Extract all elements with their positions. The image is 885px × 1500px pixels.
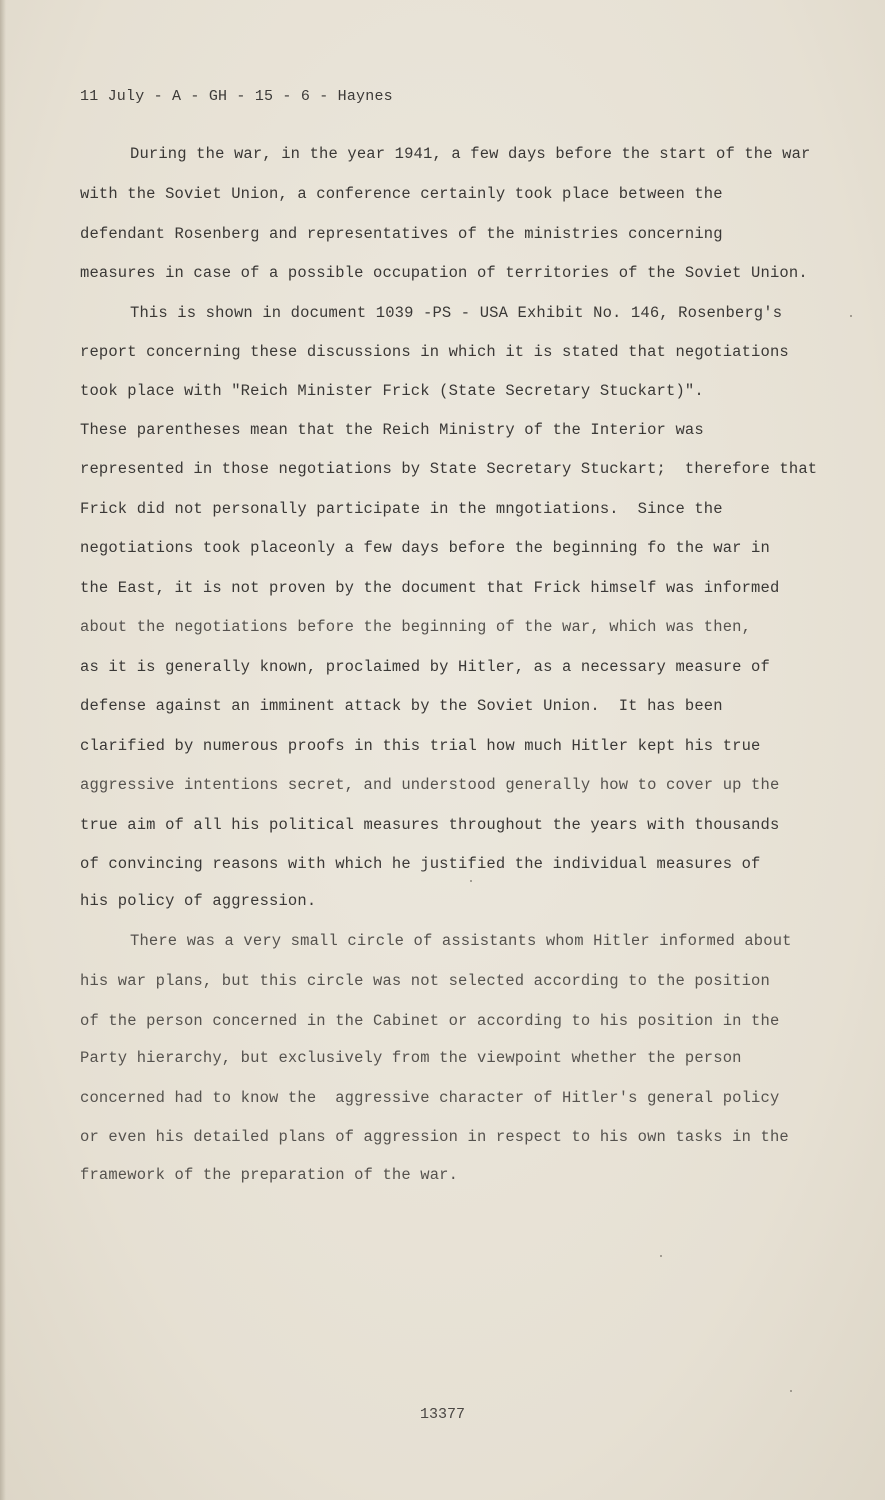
- paper-speck: [790, 1390, 792, 1392]
- text-line: defendant Rosenberg and representatives of the ministries concerning: [80, 225, 723, 243]
- text-line: took place with "Reich Minister Frick (State Secretary Stuckart)".: [80, 382, 704, 400]
- text-line: of convincing reasons with which he justified the individual measures of: [80, 855, 761, 873]
- paper-speck: [660, 1255, 662, 1257]
- paper-speck: [470, 880, 472, 882]
- text-line: the East, it is not proven by the document that Frick himself was informed: [80, 579, 780, 597]
- text-line: clarified by numerous proofs in this trial how much Hitler kept his true: [80, 737, 761, 755]
- text-line: his war plans, but this circle was not selected according to the position: [80, 972, 770, 990]
- paper-speck: [850, 315, 852, 317]
- text-line: During the war, in the year 1941, a few days before the start of the war: [130, 145, 811, 163]
- text-line: This is shown in document 1039 -PS - USA Exhibit No. 146, Rosenberg's: [130, 304, 783, 322]
- text-line: measures in case of a possible occupation of territories of the Soviet Union.: [80, 264, 808, 282]
- text-line: concerned had to know the aggressive character of Hitler's general policy: [80, 1089, 780, 1107]
- page-edge-shadow: [0, 0, 6, 1500]
- text-line: true aim of all his political measures throughout the years with thousands: [80, 816, 780, 834]
- text-line: Party hierarchy, but exclusively from the viewpoint whether the person: [80, 1049, 742, 1067]
- text-line: There was a very small circle of assistants whom Hitler informed about: [130, 932, 792, 950]
- document-header: 11 July - A - GH - 15 - 6 - Haynes: [80, 88, 393, 105]
- text-line: represented in those negotiations by State Secretary Stuckart; therefore that: [80, 460, 818, 478]
- text-line: framework of the preparation of the war.: [80, 1166, 459, 1184]
- text-line: or even his detailed plans of aggression in respect to his own tasks in the: [80, 1128, 789, 1146]
- text-line: of the person concerned in the Cabinet or according to his position in the: [80, 1012, 780, 1030]
- text-line: his policy of aggression.: [80, 892, 317, 910]
- text-line: with the Soviet Union, a conference certainly took place between the: [80, 185, 723, 203]
- text-line: defense against an imminent attack by the Soviet Union. It has been: [80, 697, 723, 715]
- text-line: report concerning these discussions in which it is stated that negotiations: [80, 343, 789, 361]
- text-line: These parentheses mean that the Reich Ministry of the Interior was: [80, 421, 704, 439]
- text-line: negotiations took placeonly a few days before the beginning fo the war in: [80, 539, 770, 557]
- page-number: 13377: [419, 1406, 465, 1423]
- text-line: about the negotiations before the beginning of the war, which was then,: [80, 618, 752, 636]
- text-line: Frick did not personally participate in the mngotiations. Since the: [80, 500, 723, 518]
- text-line: aggressive intentions secret, and understood generally how to cover up the: [80, 776, 780, 794]
- text-line: as it is generally known, proclaimed by Hitler, as a necessary measure of: [80, 658, 770, 676]
